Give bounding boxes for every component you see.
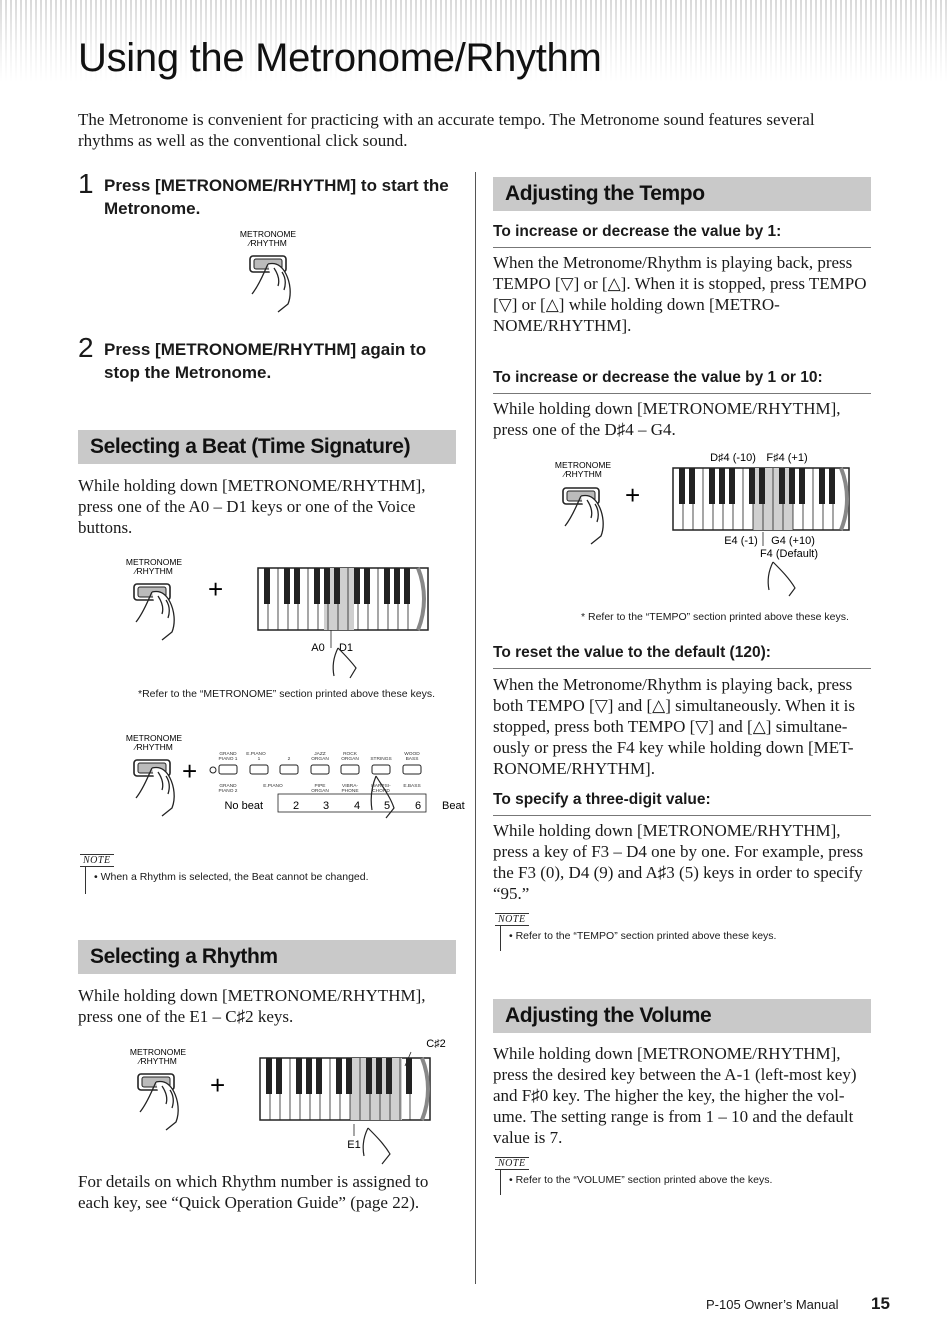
svg-text:PIANO 2: PIANO 2 [218, 789, 238, 794]
key-label-d1: D1 [338, 642, 354, 654]
beat-voice-buttons-figure [118, 732, 465, 822]
svg-text:HARPSI-: HARPSI- [371, 784, 391, 789]
piano-keyboard-icon [260, 1058, 430, 1120]
footer-manual-name: P-105 Owner’s Manual [706, 1297, 839, 1312]
svg-text:E.PIANO: E.PIANO [246, 752, 266, 757]
beat-number: 2 [292, 800, 300, 812]
section-heading-rhythm: Selecting a Rhythm [78, 940, 456, 974]
hand-pressing-button-icon [134, 760, 174, 816]
tempo-body-4: While holding down [METRONOME/RHYTHM], press a key of F3 – D4 one by one. For example, press the F3 (0), D4 (9) and A♯3 (5) keys in order to specify “95.” [493, 821, 864, 903]
step-1-number: 1 [78, 168, 94, 199]
svg-text:WOOD: WOOD [404, 752, 420, 757]
svg-text:PIANO 1: PIANO 1 [218, 757, 238, 762]
volume-note [495, 1157, 865, 1197]
note-tag: NOTE [80, 854, 114, 867]
piano-keyboard-icon [258, 568, 428, 630]
note-bar [85, 866, 86, 894]
note-bar [500, 925, 501, 951]
intro-paragraph: The Metronome is convenient for practicing with an accurate tempo. The Metronome sound features several rhythms as well as the conventional click sound. [78, 110, 815, 150]
plus-sign: + [210, 1070, 226, 1100]
svg-text:STRINGS: STRINGS [370, 757, 392, 762]
beat-number: 5 [383, 800, 391, 812]
key-label-fs4: F♯4 (+1) [766, 452, 808, 464]
tempo-refer-caption: * Refer to the “TEMPO” section printed above these keys. [581, 611, 849, 623]
beat-keyboard-figure [118, 556, 448, 681]
key-label-ds4: D♯4 (-10) [710, 452, 756, 464]
note-tag: NOTE [495, 1157, 529, 1170]
tempo-subheading-3: To reset the value to the default (120): [493, 643, 871, 669]
svg-text:JAZZ: JAZZ [314, 752, 326, 757]
svg-text:CHORD: CHORD [372, 789, 390, 794]
svg-text:E.PIANO: E.PIANO [263, 784, 283, 789]
finger-pointer-icon [363, 1128, 390, 1164]
plus-sign: + [182, 756, 198, 786]
plus-sign: + [625, 480, 641, 510]
rhythm-body: While holding down [METRONOME/RHYTHM], press one of the E1 – C♯2 keys. [78, 986, 426, 1026]
tempo-note-text: • Refer to the “TEMPO” section printed above these keys. [509, 930, 777, 942]
svg-text:PHONE: PHONE [341, 789, 359, 794]
footer-page-number: 15 [871, 1294, 890, 1313]
finger-pointer-icon [768, 562, 795, 596]
fig-button-label-2: ∕RHYTHM [139, 1056, 177, 1066]
fig-button-label-1: METRONOME [554, 460, 612, 470]
key-label-cs2: C♯2 [426, 1038, 446, 1050]
beat-number: 6 [414, 800, 422, 812]
fig-button-label-2: ∕RHYTHM [135, 742, 173, 752]
tempo-subheading-4: To specify a three-digit value: [493, 790, 871, 816]
tempo-body-3: When the Metronome/Rhythm is playing back, press both TEMPO [▽] and [△] simultaneously. When it is stopped, press both TEMPO [▽] and [△] simultane-ously or press the F4 key while holding down [MET-RONOME/RHYTHM]. [493, 675, 856, 778]
key-label-e1: E1 [347, 1139, 361, 1151]
page-title: Using the Metronome/Rhythm [78, 36, 602, 80]
volume-body: While holding down [METRONOME/RHYTHM], press the desired key between the A-1 (left-most key) and F♯0 key. The higher the key, the higher the vol-ume. The setting range is from 1 – 10 and the default value is 7. [493, 1044, 857, 1147]
tempo-body-1: When the Metronome/Rhythm is playing back, press TEMPO [▽] or [△]. When it is stopped, press TEMPO [▽] or [△] while holding down [METRO-NOME/RHYTHM]. [493, 253, 867, 335]
fig-button-label-1: METRONOME [125, 557, 183, 567]
volume-note-text: • Refer to the “VOLUME” section printed above the keys. [509, 1174, 773, 1186]
svg-text:PIPE: PIPE [314, 784, 326, 789]
hand-pressing-button-icon [563, 488, 603, 544]
button-label-line1: METRONOME [239, 229, 297, 239]
fig-button-label-1: METRONOME [129, 1047, 187, 1057]
piano-keyboard-icon [673, 468, 849, 530]
metronome-button-figure-1 [228, 226, 328, 321]
note-tag: NOTE [495, 913, 529, 926]
svg-text:ORGAN: ORGAN [341, 757, 359, 762]
tempo-subheading-2: To increase or decrease the value by 1 or 10: [493, 368, 871, 394]
svg-text:GRAND: GRAND [219, 752, 237, 757]
column-divider [475, 172, 476, 1284]
step-2-number: 2 [78, 332, 94, 363]
tempo-subheading-1: To increase or decrease the value by 1: [493, 222, 871, 248]
key-label-a0: A0 [311, 642, 325, 654]
key-label-f4: F4 (Default) [759, 548, 819, 560]
svg-text:BASS: BASS [405, 757, 419, 762]
tempo-body-2: While holding down [METRONOME/RHYTHM], press one of the D♯4 – G4. [493, 399, 841, 439]
svg-text:VIBRA-: VIBRA- [342, 784, 358, 789]
svg-text:ROCK: ROCK [343, 752, 357, 757]
svg-text:1: 1 [257, 757, 261, 762]
key-label-g4: G4 (+10) [771, 535, 815, 547]
beat-number: 3 [322, 800, 330, 812]
rhythm-keyboard-figure [118, 1036, 448, 1166]
svg-text:ORGAN: ORGAN [311, 789, 329, 794]
svg-text:E.BASS: E.BASS [403, 784, 421, 789]
beat-label: Beat [442, 800, 465, 812]
tempo-note [495, 913, 865, 953]
hand-pressing-button-icon [134, 584, 174, 640]
beat-note [80, 854, 450, 894]
svg-text:2: 2 [287, 757, 291, 762]
beat-refer-caption: *Refer to the “METRONOME” section printed above these keys. [138, 688, 436, 700]
fig-button-label-1: METRONOME [125, 733, 183, 743]
beat-note-text: • When a Rhythm is selected, the Beat cannot be changed. [94, 871, 369, 883]
step-2-text: Press [METRONOME/RHYTHM] again to stop the Metronome. [104, 340, 427, 382]
beat-number: 4 [353, 800, 361, 812]
hand-pressing-button-icon [138, 1074, 178, 1130]
svg-text:GRAND: GRAND [219, 784, 237, 789]
note-bar [500, 1169, 501, 1195]
tempo-keyboard-figure [543, 446, 873, 596]
no-beat-label: No beat [224, 800, 263, 812]
step-1-text: Press [METRONOME/RHYTHM] to start the Metronome. [104, 176, 449, 218]
section-heading-tempo: Adjusting the Tempo [493, 177, 871, 211]
fig-button-label-2: ∕RHYTHM [564, 469, 602, 479]
rhythm-details: For details on which Rhythm number is assigned to each key, see “Quick Operation Guide” (page 22). [78, 1172, 429, 1212]
key-label-e4: E4 (-1) [724, 535, 758, 547]
fig-button-label-2: ∕RHYTHM [135, 566, 173, 576]
plus-sign: + [208, 574, 224, 604]
button-label-line2: ∕RHYTHM [249, 238, 287, 248]
svg-text:ORGAN: ORGAN [311, 757, 329, 762]
section-heading-volume: Adjusting the Volume [493, 999, 871, 1033]
hand-pressing-button-icon [250, 256, 290, 312]
beat-body: While holding down [METRONOME/RHYTHM], press one of the A0 – D1 keys or one of the Voice buttons. [78, 476, 426, 537]
section-heading-beat: Selecting a Beat (Time Signature) [78, 430, 456, 464]
